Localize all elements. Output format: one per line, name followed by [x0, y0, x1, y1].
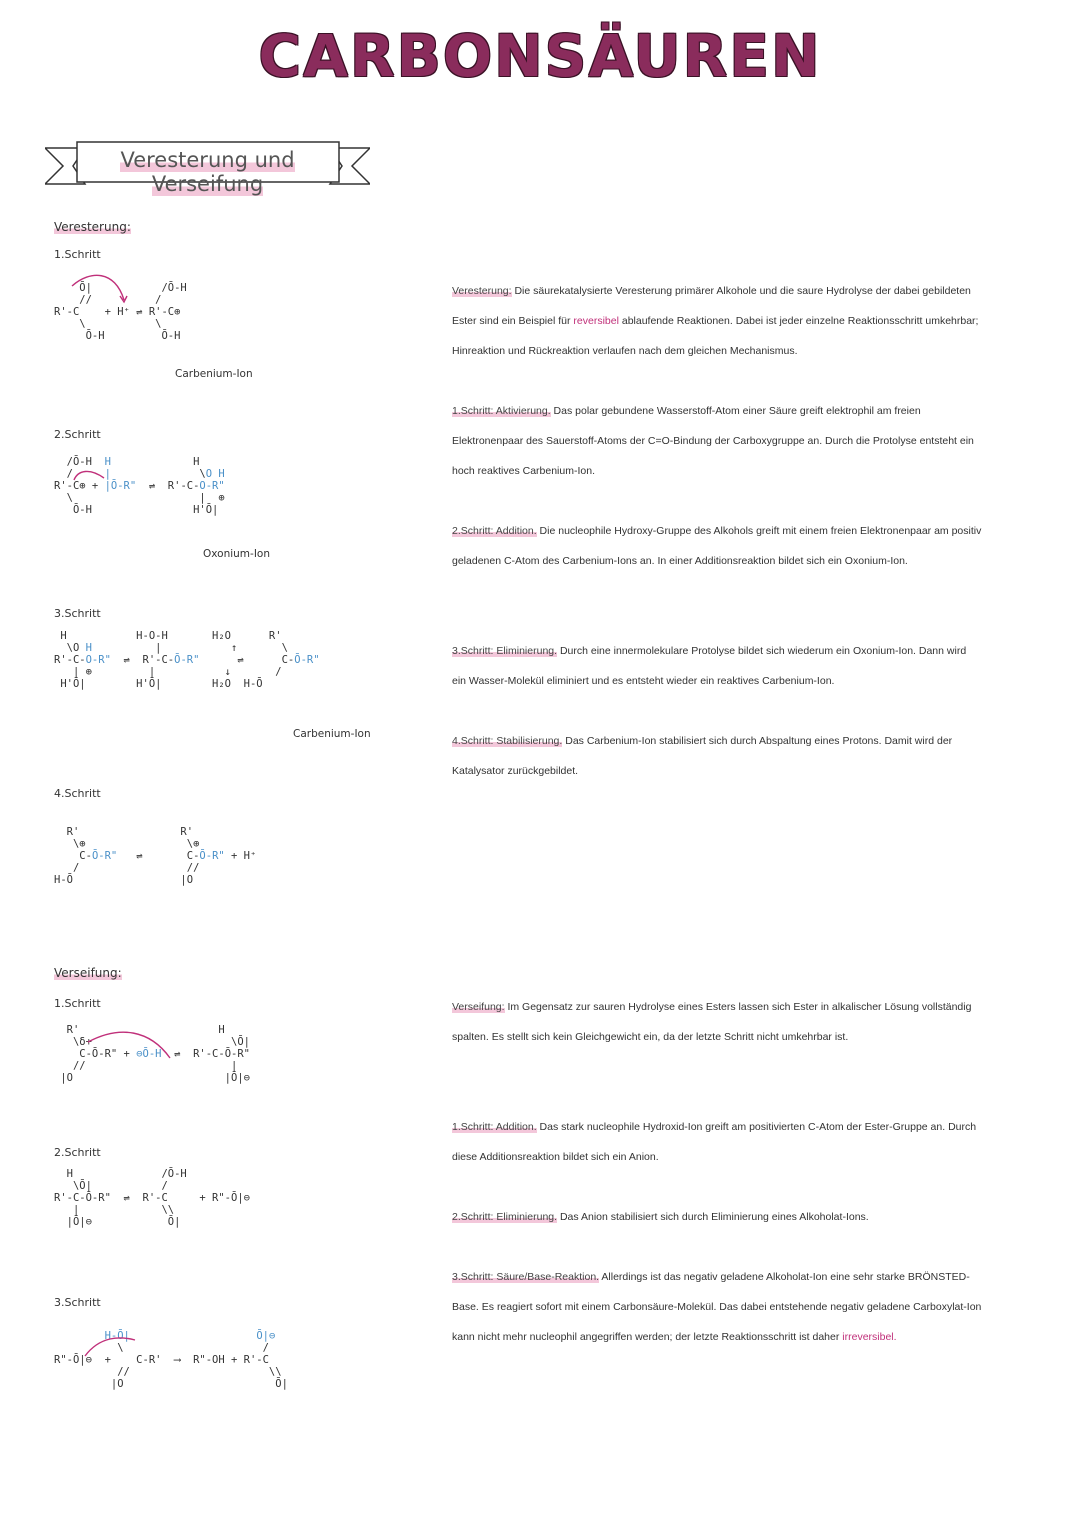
- page-title: CARBONSÄUREN: [258, 22, 822, 90]
- verseifung-step-2: 2.Schritt: [54, 1146, 101, 1159]
- mechanism-s3: H-Ō| Ō|⊖ \ / R"-Ō|⊖ + C-R' ⟶ R"-OH + R'-C // \\ |O Ō|: [54, 1330, 288, 1390]
- mechanism-v2: /Ō-H H H / | \O H R'-C⊕ + |Ō-R" ⇌ R'-C-O-R" \ | ⊕ Ō-H H'Ō|: [54, 456, 225, 516]
- banner-text: Veresterung und Verseifung: [120, 148, 295, 196]
- veresterung-step-4: 4.Schritt: [54, 787, 101, 800]
- veresterung-heading: Veresterung:: [54, 220, 131, 234]
- mechanism-v4: R' R' \⊕ \⊕ C-Ō-R" ⇌ C-Ō-R" + H⁺ / // H-Ō |O: [54, 826, 257, 886]
- veresterung-step-3-text: 3.Schritt: Eliminierung. Durch eine innermolekulare Protolyse bildet sich wiederum ein Oxonium-Ion. Dann wird ein Wasser-Molekül eliminiert und es entsteht wieder ein reaktives Carbenium-Ion.: [452, 645, 967, 687]
- verseifung-heading: Verseifung:: [54, 966, 122, 980]
- veresterung-step-1-text: 1.Schritt: Aktivierung. Das polar gebundene Wasserstoff-Atom einer Säure greift elektrophil am freien Elektronenpaar des Sauerstoff-Atoms der C=O-Bindung der Carboxygruppe an. Durch die Protolyse entsteht ein hoch reaktives Carbenium-Ion.: [452, 405, 974, 477]
- veresterung-step-4-text: 4.Schritt: Stabilisierung. Das Carbenium-Ion stabilisiert sich durch Abspaltung eines Protons. Damit wird der Katalysator zurückgebildet.: [452, 735, 953, 777]
- veresterung-step-2: 2.Schritt: [54, 428, 101, 441]
- verseifung-intro: Verseifung: Im Gegensatz zur sauren Hydrolyse eines Esters lassen sich Ester in alkalischer Lösung vollständig spalten. Es stellt sich kein Gleichgewicht ein, da der letzte Schritt nicht umkehrbar ist.: [452, 1001, 972, 1043]
- veresterung-step-2-text: 2.Schritt: Addition. Die nucleophile Hydroxy-Gruppe des Alkohols greift mit einem freien Elektronenpaar am positiv geladenen C-Atom des Carbenium-Ions an. In einer Additionsreaktion bildet sich ein Oxonium-Ion.: [452, 525, 982, 567]
- caption-carbenium-2: Carbenium-Ion: [293, 728, 371, 740]
- verseifung-step-2-text: 2.Schritt: Eliminierung. Das Anion stabilisiert sich durch Eliminierung eines Alkoholat-Ions.: [452, 1211, 869, 1223]
- verseifung-step-1-text: 1.Schritt: Addition. Das stark nucleophile Hydroxid-Ion greift am positivierten C-Atom der Ester-Gruppe an. Durch diese Additionsreaktion bildet sich ein Anion.: [452, 1121, 977, 1163]
- caption-oxonium: Oxonium-Ion: [203, 548, 270, 560]
- veresterung-step-1: 1.Schritt: [54, 248, 101, 261]
- mechanism-v3: H H-O-H H₂O R' \O H | ↑ \ R'-C-O-R" ⇌ R'-C-Ō-R" ⇌ C-Ō-R" | ⊕ | ↓ / H'Ō| H'Ō| H₂O H-Ō: [54, 630, 320, 690]
- mechanism-s2: H /Ō-H \Ō| / R'-C-Ō-R" ⇌ R'-C + R"-Ō|⊖ | \\ |Ō|⊖ Ō|: [54, 1168, 250, 1228]
- verseifung-step-3-text: 3.Schritt: Säure/Base-Reaktion. Allerdings ist das negativ geladene Alkoholat-Ion eine sehr starke BRÖNSTED-Base. Es reagiert sofort mit einem Carbonsäure-Molekül. Das dabei entstehende negativ geladene Carboxylat-Ion kann nicht mehr nucleophil angegriffen werden; der letzte Reaktionsschritt ist daher irreversibel.: [452, 1271, 982, 1343]
- mechanism-s1: R' H \δ+ \Ō| C-Ō-R" + ⊖Ō-H ⇌ R'-C-Ō-R" // | |O |Ō|⊖: [60, 1024, 250, 1084]
- veresterung-intro: Veresterung: Die säurekatalysierte Veresterung primärer Alkohole und die saure Hydrolyse der dabei gebildeten Ester sind ein Beispiel für reversibel ablaufende Reaktionen. Dabei ist jeder einzelne Reaktionsschritt umkehrbar; Hinreaktion und Rückreaktion verlaufen nach dem gleichen Mechanismus.: [452, 285, 979, 357]
- verseifung-step-1: 1.Schritt: [54, 997, 101, 1010]
- mechanism-v1: Ō| /Ō-H // / R'-C + H⁺ ⇌ R'-C⊕ \ \ Ō-H Ō-H: [54, 282, 187, 342]
- veresterung-step-3: 3.Schritt: [54, 607, 101, 620]
- caption-carbenium-1: Carbenium-Ion: [175, 368, 253, 380]
- verseifung-step-3: 3.Schritt: [54, 1296, 101, 1309]
